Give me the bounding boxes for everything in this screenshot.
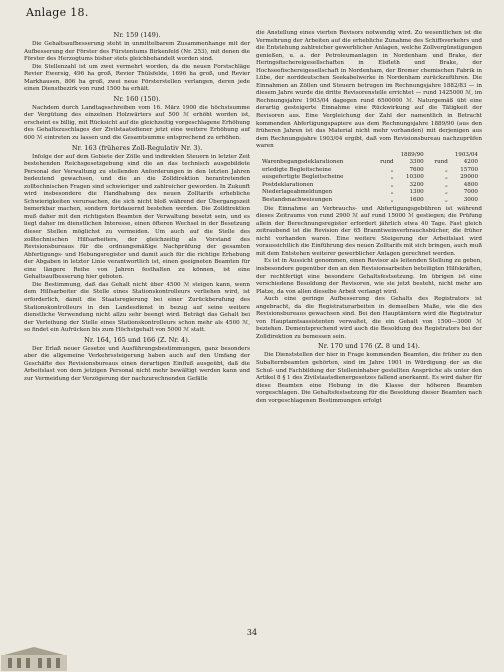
table-value: 4800 xyxy=(463,181,478,188)
table-row-label: Niederlageabmeldungen xyxy=(262,189,333,196)
table-header-row xyxy=(256,152,482,160)
table-value: 7000 xyxy=(463,189,478,196)
table-value: 4200 xyxy=(463,159,478,166)
table-prefix: rund xyxy=(434,159,448,166)
left-column xyxy=(24,30,250,383)
table-prefix: „ xyxy=(390,189,394,196)
paragraph: Die Stellenzahl ist um zwei vermehrt worden, da die neuen Forstschläge Revier Ewersig, 496 ha groß, Revier Thülsfelde, 1696 ha groß, und Revier Markhausen, 806 ha groß, zwei neue Försterstellen verlangen, deren jede einen Dienstbezirk von rund 1500 ha erhält. xyxy=(24,63,250,93)
section-heading: Nr. 160 (150). xyxy=(113,94,161,103)
table-header-spacer xyxy=(256,152,374,160)
table-row xyxy=(256,174,482,182)
table-value: 15700 xyxy=(460,166,478,173)
table-prefix: „ xyxy=(390,197,394,204)
annex-label: Anlage 18. xyxy=(26,6,89,19)
table-row-label: Postdeklarationen xyxy=(262,181,314,188)
table-row-label: ausgefertigte Begleitscheine xyxy=(262,174,344,181)
paragraph: Der Erlaß neuer Gesetze und Ausführungsbestimmungen, ganz besonders aber die allgemeine Verkehrssteigerung haben auch auf den Umfang der Geschäfte des Revisionsbureaus einen derartigen Einfluß ausgeübt, daß die Arbeitslast von dem jetzigen Personal nicht mehr bewältigt werden kann und zur Vermeidung der Verzögerung der nachzurechnenden Gefälle xyxy=(24,345,250,382)
page-number: 34 xyxy=(246,628,258,637)
paragraph: Die Dienststellen der hier in Frage kommenden Beamten, die früher zu den Subalternbeamten gehörten, sind im Jahre 1901 in Würdigung der an die Schul- und Fachbildung der Stelleninhaber gestellten Ansprüche als unter den Artikel 8 § 1 des Zivilstaatsdienergesetzes fallend anerkannt. Es wird daher für diese Beamten eine Hebung in die Klasse der höheren Beamten vorgeschlagen. Die Gehaltsfestsetzung für die Besoldung dieser Beamten nach den vorgeschlagenen Bestimmungen erfolgt xyxy=(256,352,482,404)
section-heading: Nr. 164, 165 und 166 (Z. Nr. 4). xyxy=(84,335,190,344)
paragraph: Auch eine geringe Aufbesserung des Gehalts des Registrators ist angebracht, da die Registraturarbeiten in demselben Maße, wie die des Revisionsbureaus gewachsen sind. Bei den Hauptämtern wird die Registratur von Hauptamtsassistenten verwaltet, die ein Gehalt von 1500—3000 ℳ beziehen. Dementsprechend wird auch die Besoldung des Registrators bei der Zolldirektion zu bemessen sein. xyxy=(256,296,482,340)
paragraph: Infolge der auf dem Gebiete der Zölle und indirekten Steuern in letzter Zeit bestehenden Reichsgesetzgebung sind die an das technisch ausgebildete Personal der Verwaltung zu stellenden Anforderungen in den letzten Jahren bedeutend gewachsen, und die an die Zolldirektion herantretenden zolltechnischen Fragen sind schwieriger und zahlreicher geworden. In Zukunft wird insbesondere die Handhabung des neuen Zolltarifs erhebliche Schwierigkeiten verursachen, die sich nicht bloß während der Übergangszeit bemerkbar machen, sondern fortdauernd bestehen werden. Die Zolldirektion muß daher mit den richtigsten Beamten der Verwaltung besetzt sein, und es liegt daher im dienstlichen Interesse, einen öfteren Wechsel in der Besetzung dieser Stellen möglichst zu vermeiden. Um auch auf die Stelle des zolltechnischen Hilfsarbeiters, der gleichzeitig als Vorstand des Revisionsbureaus für die ordnungsmäßige Nachprüfung der gesamten Abfertigungs- und Hebungsregister und damit auch für die richtige Erhebung der Abgaben in letzter Linie verantwortlich ist, einen geeigneten Beamten für eine längere Reihe von Jahren festhalten zu können, ist eine Gehaltsaufbesserung hier geboten. xyxy=(24,153,250,281)
section-heading: Nr. 170 und 176 (Z. 8 und 14). xyxy=(318,342,420,351)
section-heading: Nr. 163 (früheres Zoll-Regulativ Nr. 3). xyxy=(71,143,203,152)
section-heading: Nr. 159 (149). xyxy=(113,31,161,39)
table-row-label: erledigte Begleitscheine xyxy=(262,166,332,173)
statistics-table xyxy=(256,152,482,205)
table-row xyxy=(256,167,482,175)
table-prefix: „ xyxy=(444,189,448,196)
table-prefix: rund xyxy=(380,159,394,166)
table-row xyxy=(256,197,482,205)
right-column xyxy=(256,30,482,405)
table-value: 3300 xyxy=(409,159,424,166)
paragraph: Es ist in Aussicht genommen, einen Revisor als leitenden Stellung zu geben, insbesondere gegenüber den an den Revisionsarbeiten beteiligten Hilfskräften, der rechtfertigt eine besondere Gehaltsfestsetzung. Im übrigen ist eine verschiedene Besoldung der Revisoren, wie sie jetzt besteht, nicht mehr am Platze, da von allen dieselbe Arbeit verlangt wird. xyxy=(256,258,482,295)
table-prefix: „ xyxy=(390,166,394,173)
table-value: 10300 xyxy=(405,174,424,181)
table-prefix: „ xyxy=(444,197,448,204)
paragraph: Die Einnahme an Verbrauchs- und Abfertigungsgebühren ist während dieses Zeitraums von rund 2900 ℳ auf rund 15000 ℳ gestiegen; die Prüfung allein der Berechnungsregister erfordert jährlich etwa 40 Tage. Fast gleich zeitraubend ist die Revision der 65 Branntweinverbrauchsbücher, die früher nicht vorhanden waren. Eine weitere Steigerung der Arbeitslast wird voraussichtlich die Einführung des neuen Zolltarifs mit sich bringen, auch muß mit dem Entstehen weiterer gewerblicher Anlagen gerechnet werden. xyxy=(256,205,482,257)
paragraph: Die Gehaltsaufbesserung steht in unmittelbarem Zusammenhange mit der Aufbesserung der Förster des Fürstentums Birkenfeld (Nr. 253), mit denen die Förster des Herzogtums bisher stets gleichbehandelt worden sind. xyxy=(24,41,250,63)
table-prefix: „ xyxy=(444,166,448,173)
table-value: 7600 xyxy=(409,166,424,173)
table-row-label: Bestandsnachweisungen xyxy=(262,197,333,204)
table-row-label: Warenbegangsdeklarationen xyxy=(262,159,344,166)
table-row xyxy=(256,159,482,167)
table-header-year: 1903/04 xyxy=(454,151,478,158)
library-stamp-icon xyxy=(0,646,68,672)
table-prefix: „ xyxy=(444,174,448,181)
table-value: 1300 xyxy=(409,189,424,196)
table-header-year: 1889/90 xyxy=(400,151,424,158)
paragraph: die Anstellung eines vierten Revisors notwendig wird. Zu wesentlichen ist die Vermehrung der Arbeiten auf die erhebliche Zunahme des Schiffsverkehrs und die Entstehung zahlreicher gewerblicher Anlagen, welche Zollvergünstigungen genießen, u. a. der Petroleumanlagen in Nordenham und Brake, der Heringsfischereigesellschaften in Elsfleth und Brake, der Hochseefischereigesellschaft in Nordenham, der Bremer chemischen Fabrik in Lübe, der norddeutschen Seekabelwerke in Nordenham zurückzuführen. Die Einnahmen an Zöllen und Steuern betrugen im Rechnungsjahre 1882/83 — in diesem Jahre wurde die dritte Revisorenstelle errichtet — rund 1425000 ℳ, im Rechnungsjahre 1903/04 dagegen rund 6500000 ℳ. Naturgemäß übt eine derartig gesteigerte Einnahme eine Rückwirkung auf die Tätigkeit der Revisoren aus. Eine Vergleichung der Zahl der namentlich in Betracht kommenden Abfertigungspapiere aus dem Rechnungsjahre 1889/90 (aus den früheren Jahren ist das Material nicht mehr vorhanden) mit derjenigen aus dem Rechnungsjahre 1903/04 ergibt, daß vom Revisionsbureau nachzuprüfen waren xyxy=(256,30,482,150)
table-value: 1600 xyxy=(409,197,424,204)
paragraph: Die Bestimmung, daß das Gehalt nicht über 4500 ℳ steigen kann, wenn dem Hilfsarbeiter die Stelle eines Stationskontrolleurs verliehen wird, ist erforderlich, damit die Staatsregierung bei einer Zurückberufung des Stationskontrolleurs in den Landesdienst in bezug auf seine weitere dienstliche Verwendung nicht allzu sehr beengt wird. Beträgt das Gehalt bei der Verleihung der Stelle eines Stationskontrolleurs schon mehr als 4500 ℳ, so findet ein Aufrücken bis zum Höchstgehalt von 5000 ℳ statt. xyxy=(24,281,250,334)
paragraph: Nachdem durch Landtagsschreiben vom 16. März 1900 die höchstsumme der Vergütung des einzelnen Holzwärters auf 500 ℳ erhöht worden ist, erscheint es billig, mit Rücksicht auf die gleichzeitig vorgeschlagene Erhöhung des Gehaltszuschlages der Zivilstaatsdiener jetzt eine weitere Erhöhung auf 600 ℳ eintreten zu lassen und die Gesamtsumme entsprechend zu erhöhen. xyxy=(24,104,250,142)
table-prefix: „ xyxy=(390,174,394,181)
table-value: 3200 xyxy=(409,181,424,188)
table-value: 3000 xyxy=(463,197,478,204)
table-value: 29000 xyxy=(460,174,478,181)
table-prefix: „ xyxy=(444,181,448,188)
table-row xyxy=(256,182,482,190)
table-prefix: „ xyxy=(390,181,394,188)
table-row xyxy=(256,189,482,197)
